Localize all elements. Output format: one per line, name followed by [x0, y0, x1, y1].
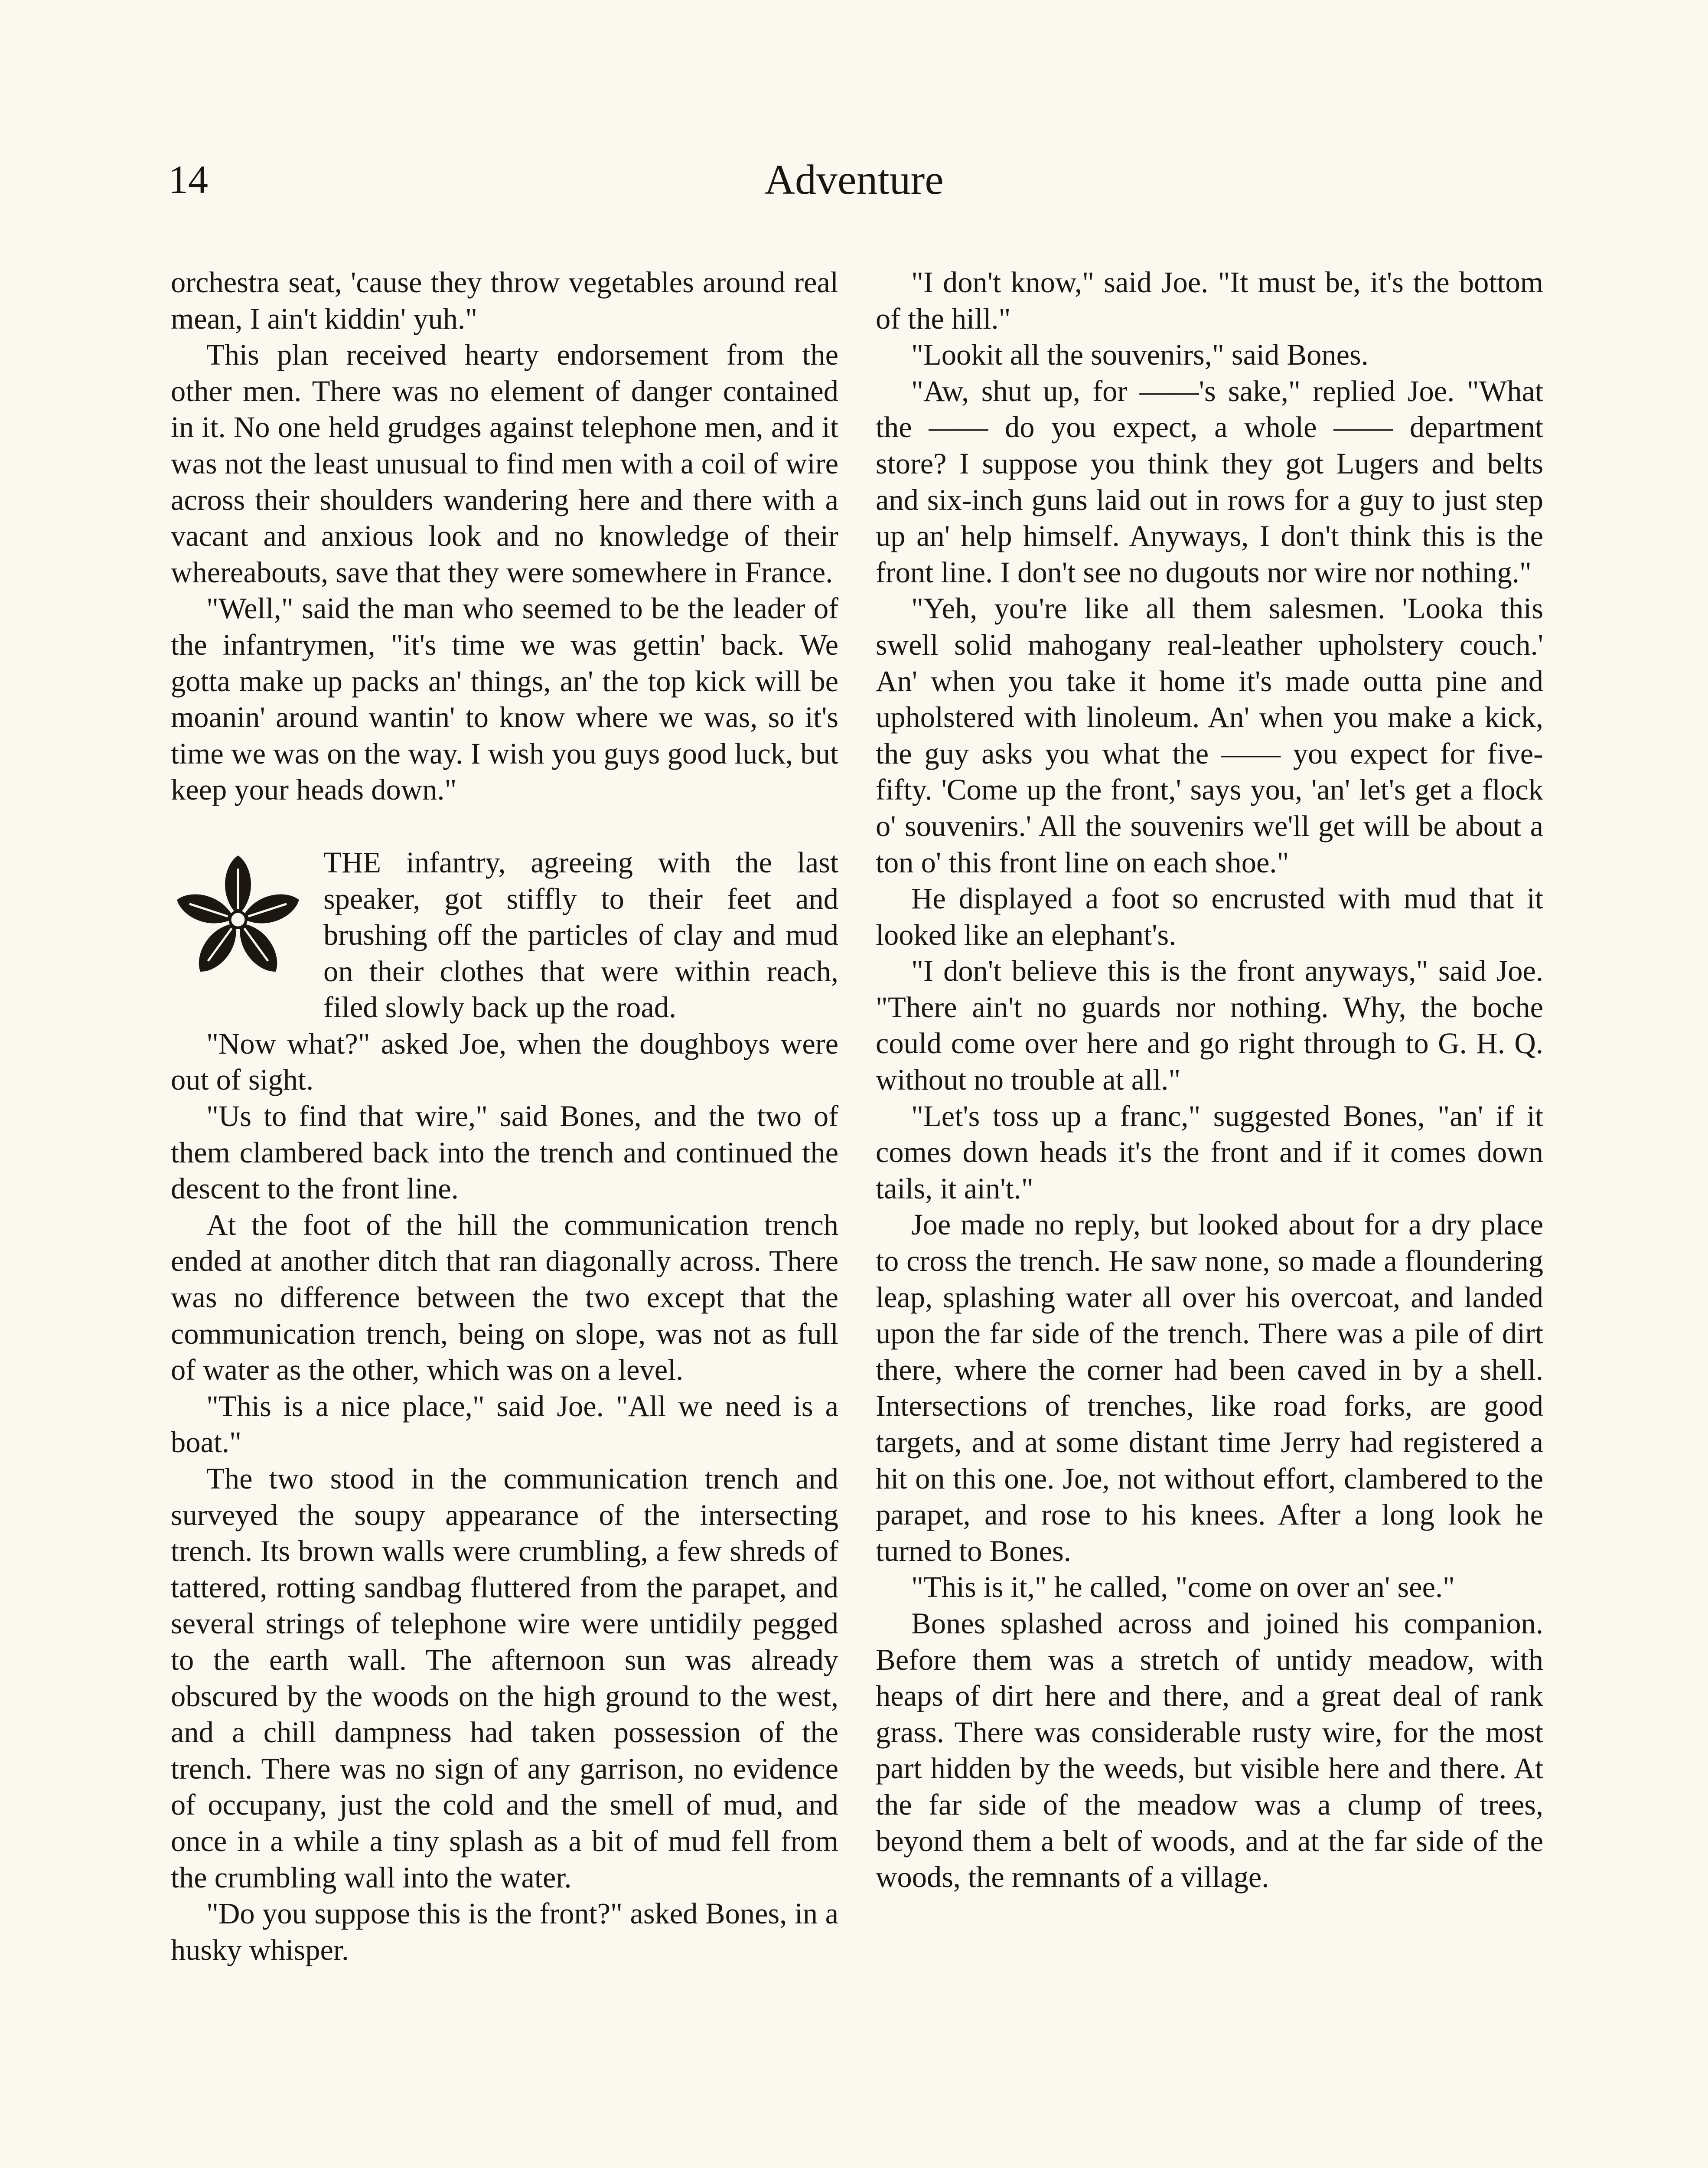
paragraph: At the foot of the hill the communication trench ended at another ditch that ran diagonally across. There was no difference between the two except that the communication trench, being on slope, was not as full of water as the other, which was on a level.	[171, 1208, 838, 1387]
paragraph: The two stood in the communication trench and surveyed the soupy appearance of the intersecting trench. Its brown walls were crumbling, a few shreds of tattered, rotting sandbag fluttered from the parapet, and several strings of telephone wire were untidily pegged to the earth wall. The afternoon sun was already obscured by the woods on the high ground to the west, and a chill dampness had taken possession of the trench. There was no sign of any garrison, no evidence of occupany, just the cold and the smell of mud, and once in a while a tiny splash as a bit of mud fell from the crumbling wall into the water.	[171, 1462, 838, 1894]
paragraph: "Now what?" asked Joe, when the doughboys were out of sight.	[171, 1027, 838, 1097]
paragraph: This plan received hearty endorsement from the other men. There was no element of danger contained in it. No one held grudges against telephone men, and it was not the least unusual to find men with a coil of wire across their shoulders wandering here and there with a vacant and anxious look and no knowledge of their whereabouts, save that they were somewhere in France.	[171, 338, 838, 589]
paragraph: Bones splashed across and joined his companion. Before them was a stretch of untidy meadow, with heaps of dirt here and there, and a great deal of rank grass. There was considerable rusty wire, for the most part hidden by the weeds, but visible here and there. At the far side of the meadow was a clump of trees, beyond them a belt of woods, and at the far side of the woods, the remnants of a village.	[876, 1606, 1543, 1894]
running-title: Adventure	[764, 157, 944, 203]
flower-ornament-icon	[167, 848, 309, 991]
page-number: 14	[168, 157, 208, 202]
paragraph: "Aw, shut up, for ——'s sake," replied Joe. "What the —— do you expect, a whole —— department store? I suppose you think they got Lugers and belts and six-inch guns laid out in rows for a guy to just step up an' help himself. Anyways, I don't think this is the front line. I don't see no dugouts nor wire nor nothing."	[876, 374, 1543, 589]
right-column	[876, 264, 1543, 1896]
paragraph: "This is it," he called, "come on over an' see."	[911, 1570, 1455, 1604]
paragraph: "Lookit all the souvenirs," said Bones.	[911, 338, 1369, 372]
left-column	[171, 264, 838, 1968]
paragraph: "Us to find that wire," said Bones, and the two of them clambered back into the trench and continued the descent to the front line.	[171, 1100, 838, 1205]
paragraph: "This is a nice place," said Joe. "All we need is a boat."	[171, 1389, 838, 1459]
paragraph: THE infantry, agreeing with the last speaker, got stiffly to their feet and brushing off the particles of clay and mud on their clothes that were within reach, filed slowly back up the road.	[323, 846, 838, 1024]
paragraph: "Do you suppose this is the front?" asked Bones, in a husky whisper.	[171, 1897, 838, 1966]
paragraph: He displayed a foot so encrusted with mud that it looked like an elephant's.	[876, 882, 1543, 951]
paragraph: "Let's toss up a franc," suggested Bones, "an' if it comes down heads it's the front and if it comes down tails, it ain't."	[876, 1099, 1543, 1205]
section-break	[171, 808, 838, 845]
paragraph: Joe made no reply, but looked about for a dry place to cross the trench. He saw none, so made a floundering leap, splashing water all over his overcoat, and landed upon the far side of the trench. There was a pile of dirt there, where the corner had been caved in by a shell. Intersections of trenches, like road forks, are good targets, and at some distant time Jerry had registered a hit on this one. Joe, not without effort, clambered to the parapet, and rose to his knees. After a long look he turned to Bones.	[876, 1208, 1543, 1567]
paragraph: "Yeh, you're like all them salesmen. 'Looka this swell solid mahogany real-leather upholstery couch.' An' when you take it home it's made outta pine and upholstered with linoleum. An' when you make a kick, the guy asks you what the —— you expect for five-fifty. 'Come up the front,' says you, 'an' let's get a flock o' souvenirs.' All the souvenirs we'll get will be about a ton o' this front line on each shoe."	[876, 592, 1543, 879]
paragraph: orchestra seat, 'cause they throw vegetables around real mean, I ain't kiddin' yuh."	[171, 266, 838, 335]
paragraph: "I don't believe this is the front anyways," said Joe. "There ain't no guards nor nothing. Why, the boche could come over here and go right through to G. H. Q. without no trouble at all."	[876, 954, 1543, 1097]
paragraph: "I don't know," said Joe. "It must be, it's the bottom of the hill."	[876, 266, 1543, 335]
paragraph: "Well," said the man who seemed to be the leader of the infantrymen, "it's time we was gettin' back. We gotta make up packs an' things, an' the top kick will be moanin' around wantin' to know where we was, so it's time we was on the way. I wish you guys good luck, but keep your heads down."	[171, 592, 838, 806]
